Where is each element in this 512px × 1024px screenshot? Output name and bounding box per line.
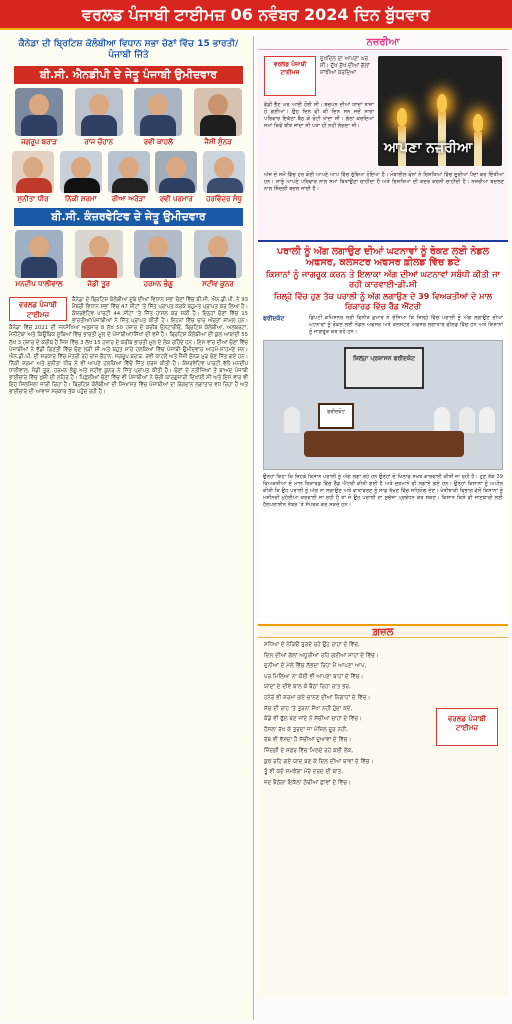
candidate-photo	[60, 151, 102, 193]
article-body	[4, 293, 253, 1013]
candidate-name: ਸਟੀਵ ਕੂਨਰ	[202, 280, 234, 288]
candidate-card	[189, 88, 247, 147]
publication-logo: ਵਰਲਡ ਪੰਜਾਬੀ ਟਾਈਮਜ਼	[264, 56, 316, 96]
candidate-name: ਹਰਮਨ ਭੰਗੂ	[143, 280, 173, 288]
ghazal-line: ਕੰਡੇ ਵੀ ਫੁੱਲ ਬਣ ਜਾਂਦੇ ਨੇ ਸੱਚੀਆਂ ਚਾਹਾਂ ਦੇ ਵਿੱਚ।	[264, 716, 362, 723]
candidate-photo	[203, 151, 245, 193]
ghazal-line: ਯਾਦਾਂ ਦੇ ਦੀਵੇ ਬਾਲ ਕੇ ਬੈਠਾ ਰਿਹਾ ਰਾਤ ਭਰ,	[264, 684, 351, 691]
ghazal-title: ਗ਼ਜ਼ਲ	[258, 624, 508, 638]
candidate-photo	[15, 88, 63, 136]
candidate-name: ਜੈਸੀ ਸੁੰਨੜ	[204, 138, 232, 146]
ndp-row-1	[4, 88, 253, 151]
candidate-photo	[108, 151, 150, 193]
meeting-photo	[263, 340, 503, 470]
candidate-card	[129, 230, 187, 289]
candidate-card	[70, 230, 128, 289]
nazariya-text: ਵੱਡੀ ਭੈਣ ਘਰ ਆਈ ਹੋਈ ਸੀ। ਬਚਪਨ ਦੀਆਂ ਯਾਦਾਂ ਤਾਜ਼ਾ ਹੋ ਗਈਆਂ। ਉਹ ਦਿਨ ਵੀ ਕੀ ਦਿਨ ਸਨ ਜਦੋਂ ਸਾਰਾ ਪਰਿਵਾਰ ਇਕੱਠਾ ਬੈਠ ਕੇ ਰੋਟੀ ਖਾਂਦਾ ਸੀ। ਗੱਲਾਂ ਕਰਦਿਆਂ ਸਮਾਂ ਕਿਵੇਂ ਬੀਤ ਜਾਂਦਾ ਸੀ ਪਤਾ ਹੀ ਨਹੀਂ ਲੱਗਦਾ ਸੀ।	[264, 102, 374, 129]
candidate-photo	[75, 230, 123, 278]
masthead-title: ਵਰਲਡ ਪੰਜਾਬੀ ਟਾਈਮਜ਼ 06 ਨਵੰਬਰ 2024 ਦਿਨ ਬੁੱਧਵਾਰ	[0, 0, 512, 30]
candidate-card	[201, 151, 247, 204]
candidate-photo	[134, 230, 182, 278]
candidate-card	[58, 151, 104, 204]
lead-text: ਡਿਪਟੀ ਕਮਿਸ਼ਨਰ ਸ੍ਰੀ ਵਿਨੀਤ ਕੁਮਾਰ ਨੇ ਦੱਸਿਆ ਕਿ ਜ਼ਿਲ੍ਹੇ ਵਿੱਚ ਪਰਾਲੀ ਨੂੰ ਅੱਗ ਲਗਾਉਣ ਦੀਆਂ ਘਟਨਾਵਾਂ ਨੂੰ ਰੋਕਣ ਲਈ ਨੋਡਲ ਅਫਸਰ ਅਤੇ ਕਲਸਟਰ ਅਫਸਰ ਲਗਾਤਾਰ ਫੀਲਡ ਵਿੱਚ ਹਨ ਅਤੇ ਕਿਸਾਨਾਂ ਨੂੰ ਜਾਗਰੂਕ ਕਰ ਰਹੇ ਹਨ।	[309, 315, 503, 335]
cons-row	[4, 230, 253, 293]
candidate-name: ਮਨਦੀਪ ਧਾਲੀਵਾਲ	[15, 280, 63, 288]
image-caption: ਆਪਣਾ ਨਜ਼ਰੀਆ	[384, 140, 473, 156]
candidate-photo	[155, 151, 197, 193]
right-column	[258, 36, 508, 1020]
candidate-name: ਹਰਵਿੰਦਰ ਸੰਧੂ	[206, 195, 242, 203]
candidate-card	[129, 88, 187, 147]
dateline: ਫਰੀਦਕੋਟ	[263, 315, 285, 322]
publication-logo: ਵਰਲਡ ਪੰਜਾਬੀ ਟਾਈਮਜ਼	[9, 297, 67, 321]
candidate-name: ਰਾਜ ਚੌਹਾਨ	[84, 138, 114, 146]
left-column	[4, 36, 254, 1020]
ndp-row-2	[4, 151, 253, 208]
ndp-banner: ਬੀ.ਸੀ. ਐਨਡੀਪੀ ਦੇ ਜੇਤੂ ਪੰਜਾਬੀ ਉਮੀਦਵਾਰ	[14, 66, 243, 84]
ghazal-line: ਹੌਸਲਾ ਰੱਖ ਕੇ ਤੁਰਦਾ ਜਾ ਮੰਜ਼ਿਲ ਦੂਰ ਨਹੀਂ,	[264, 726, 348, 733]
meeting-banner: ਜ਼ਿਲ੍ਹਾ ਪ੍ਰਸ਼ਾਸਨ ਫਰੀਦਕੋਟ	[344, 347, 424, 389]
article-text: ਕੈਨੇਡਾ ਦੇ ਬ੍ਰਿਟਿਸ਼ ਕੋਲੰਬੀਆ ਸੂਬੇ ਦੀਆਂ ਵਿਧਾਨ ਸਭਾ ਚੋਣਾਂ ਵਿੱਚ ਬੀ.ਸੀ. ਐਨ.ਡੀ.ਪੀ. ਨੇ 93 ਮੈਂਬਰੀ ਵਿਧਾਨ ਸਭਾ ਵਿੱਚ 47 ਸੀਟਾਂ 'ਤੇ ਜਿੱਤ ਪ੍ਰਾਪਤ ਕਰਕੇ ਬਹੁਮਤ ਪ੍ਰਾਪਤ ਕਰ ਲਿਆ ਹੈ। ਕੰਜ਼ਰਵੇਟਿਵ ਪਾਰਟੀ 44 ਸੀਟਾਂ 'ਤੇ ਜਿੱਤ ਹਾਸਲ ਕਰ ਸਕੀ ਹੈ। ਇਨ੍ਹਾਂ ਚੋਣਾਂ ਵਿੱਚ 15 ਭਾਰਤੀਆਂ/ਪੰਜਾਬੀਆਂ ਨੇ ਜਿੱਤ ਪ੍ਰਾਪਤ ਕੀਤੀ ਹੈ। ਇਹਨਾਂ ਵਿੱਚ ਚਾਰ ਔਰਤਾਂ ਸ਼ਾਮਲ ਹਨ। ਕੈਨੇਡਾ ਵਿੱਚ 2021 ਦੀ ਜਨਸੰਖਿਆ ਅਨੁਸਾਰ 8 ਲੱਖ 50 ਹਜ਼ਾਰ ਦੇ ਕਰੀਬ ਓਨਟਾਰੀਓ, ਬ੍ਰਿਟਿਸ਼ ਕੋਲੰਬੀਆ, ਅਲਬਰਟਾ, ਮੈਨੀਟੋਬਾ ਅਤੇ ਕਿਊਬਿਕ ਸੂਬਿਆਂ ਵਿੱਚ ਭਾਰਤੀ ਮੂਲ ਦੇ ਪੰਜਾਬੀਆਂ/ਸਿੱਖਾਂ ਦੀ ਵਸੋਂ ਹੈ। ਬ੍ਰਿਟਿਸ਼ ਕੋਲੰਬੀਆ ਦੀ ਕੁਲ ਆਬਾਦੀ 55 ਲੱਖ 3 ਹਜ਼ਾਰ ਦੇ ਕਰੀਬ ਹੈ ਜਿਸ ਵਿੱਚ 3 ਲੱਖ 15 ਹਜ਼ਾਰ ਦੇ ਕਰੀਬ ਭਾਰਤੀ ਮੂਲ ਦੇ ਲੋਕ ਰਹਿੰਦੇ ਹਨ। ਇਸ ਵਾਰ ਦੀਆਂ ਚੋਣਾਂ ਵਿੱਚ ਪੰਜਾਬੀਆਂ ਨੇ ਵੱਡੀ ਗਿਣਤੀ ਵਿੱਚ ਚੋਣ ਲੜੀ ਸੀ ਅਤੇ ਬਹੁਤ ਸਾਰੇ ਹਲਕਿਆਂ ਵਿੱਚ ਪੰਜਾਬੀ ਉਮੀਦਵਾਰ ਆਹਮੋ-ਸਾਹਮਣੇ ਸਨ। ਐਨ.ਡੀ.ਪੀ. ਦੀ ਸਰਕਾਰ ਵਿੱਚ ਮੰਤਰੀ ਰਹੇ ਰਾਜ ਚੌਹਾਨ, ਜਗਰੂਪ ਬਰਾੜ, ਰਵੀ ਕਾਹਲੋਂ ਅਤੇ ਜੈਸੀ ਸੁੰਨੜ ਮੁੜ ਚੋਣ ਜਿੱਤ ਗਏ ਹਨ। ਨਿੱਕੀ ਸ਼ਰਮਾ ਅਤੇ ਸੁਨੀਤਾ ਧੀਰ ਨੇ ਵੀ ਆਪਣੇ ਹਲਕਿਆਂ ਵਿੱਚੋਂ ਜਿੱਤ ਦਰਜ ਕੀਤੀ ਹੈ। ਕੰਜ਼ਰਵੇਟਿਵ ਪਾਰਟੀ ਵੱਲੋਂ ਮਨਦੀਪ ਧਾਲੀਵਾਲ, ਜੋਡੀ ਤੂਰ, ਹਰਮਨ ਭੰਗੂ ਅਤੇ ਸਟੀਵ ਕੂਨਰ ਨੇ ਜਿੱਤ ਪ੍ਰਾਪਤ ਕੀਤੀ ਹੈ। ਚੋਣਾਂ ਦੇ ਨਤੀਜਿਆਂ ਤੋਂ ਬਾਅਦ ਪੰਜਾਬੀ ਭਾਈਚਾਰੇ ਵਿੱਚ ਖੁਸ਼ੀ ਦੀ ਲਹਿਰ ਹੈ। ਪਿਛਲੀਆਂ ਚੋਣਾਂ ਵਿੱਚ ਵੀ ਪੰਜਾਬੀਆਂ ਨੇ ਚੰਗੀ ਕਾਰਗੁਜ਼ਾਰੀ ਦਿਖਾਈ ਸੀ ਅਤੇ ਇਸ ਵਾਰ ਵੀ ਇਹ ਸਿਲਸਿਲਾ ਜਾਰੀ ਰਿਹਾ ਹੈ। ਬ੍ਰਿਟਿਸ਼ ਕੋਲੰਬੀਆ ਦੀ ਸਿਆਸਤ ਵਿੱਚ ਪੰਜਾਬੀਆਂ ਦਾ ਯੋਗਦਾਨ ਲਗਾਤਾਰ ਵਧ ਰਿਹਾ ਹੈ ਅਤੇ ਭਾਈਚਾਰੇ ਦੀ ਆਵਾਜ਼ ਸਰਕਾਰ ਤੱਕ ਪਹੁੰਚ ਰਹੀ ਹੈ।	[9, 297, 248, 396]
ghazal-section	[258, 638, 508, 998]
candidate-card	[10, 88, 68, 147]
nazariya-text-2: ਅੱਜ ਦੇ ਸਮੇਂ ਵਿੱਚ ਹਰ ਕੋਈ ਆਪਣੇ ਆਪ ਵਿੱਚ ਰੁੱਝਿਆ ਹੋਇਆ ਹੈ। ਮੋਬਾਈਲ ਫੋਨਾਂ ਨੇ ਰਿਸ਼ਤਿਆਂ ਵਿੱਚ ਦੂਰੀਆਂ ਪੈਦਾ ਕਰ ਦਿੱਤੀਆਂ ਹਨ। ਸਾਨੂੰ ਆਪਣੇ ਪਰਿਵਾਰ ਨਾਲ ਸਮਾਂ ਬਿਤਾਉਣਾ ਚਾਹੀਦਾ ਹੈ ਅਤੇ ਰਿਸ਼ਤਿਆਂ ਦੀ ਕਦਰ ਕਰਨੀ ਚਾਹੀਦੀ ਹੈ। ਨਜ਼ਰੀਆ ਬਦਲਣ ਨਾਲ ਜ਼ਿੰਦਗੀ ਬਦਲ ਜਾਂਦੀ ਹੈ।	[264, 172, 504, 192]
candidate-name: ਰਵੀ ਪਰਮਾਰ	[159, 195, 193, 203]
ghazal-line: ਸੱਚ ਦੀ ਰਾਹ 'ਤੇ ਤੁਰਨਾ ਸੌਖਾ ਨਹੀਂ ਹੁੰਦਾ ਕਦੇ,	[264, 705, 353, 712]
ghazal-line: ਦਿਲ ਦੀਆਂ ਗੱਲਾਂ ਅਧੂਰੀਆਂ ਰਹਿ ਗਈਆਂ ਸਾਹਾਂ ਦੇ ਵਿੱਚ।	[264, 652, 379, 659]
headline: ਕੈਨੇਡਾ ਦੀ ਬ੍ਰਿਟਿਸ਼ ਕੋਲੰਬੀਆ ਵਿਧਾਨ ਸਭਾ ਚੋਣਾਂ ਵਿੱਚ 15 ਭਾਰਤੀ/ਪੰਜਾਬੀ ਜਿੱਤੇ	[18, 39, 239, 60]
article-subheadline: ਕਿਸਾਨਾਂ ਨੂੰ ਜਾਗਰੂਕ ਕਰਨ ਤੇ ਇਲਾਕਾ ਅੱਗ ਦੀਆਂ ਘਟਨਾਵਾਂ ਸਬੰਧੀ ਕੀਤੀ ਜਾ ਰਹੀ ਕਾਰਵਾਈ-ਡੀ.ਸੀ	[265, 270, 501, 290]
ghazal-line: ਕੁਝ ਰਹਿ ਗਏ ਯਾਦ ਬਣ ਕੇ ਦਿਲ ਦੀਆਂ ਥਾਵਾਂ ਦੇ ਵਿੱਚ।	[264, 758, 374, 765]
candidate-card	[106, 151, 152, 204]
publication-logo: ਵਰਲਡ ਪੰਜਾਬੀ ਟਾਈਮਜ਼	[436, 708, 498, 746]
ghazal-line: ਤੂੰ ਵੀ ਕਦੇ ਸਮਝੇਂਗਾ ਮੇਰੇ ਦਰਦ ਦੀ ਬਾਤ,	[264, 769, 344, 776]
candidate-name: ਜਗਰੂਪ ਬਰਾੜ	[20, 138, 58, 146]
stubble-article	[258, 240, 508, 622]
candidate-name: ਰਵੀ ਕਾਹਲੋਂ	[143, 138, 173, 146]
ghazal-line: ਜ਼ਿੰਦਗੀ ਦੇ ਸਫ਼ਰ ਵਿੱਚ ਮਿਲਦੇ ਰਹੇ ਕਈ ਲੋਕ,	[264, 747, 354, 754]
candidate-photo	[194, 230, 242, 278]
nazariya-title: ਨਜ਼ਰੀਆ	[258, 36, 508, 50]
candidate-photo	[194, 88, 242, 136]
candidate-photo	[12, 151, 54, 193]
candidate-photo	[75, 88, 123, 136]
candle-image	[378, 56, 502, 166]
article-body: ਉਨ੍ਹਾਂ ਕਿਹਾ ਕਿ ਜਿਹੜੇ ਕਿਸਾਨ ਪਰਾਲੀ ਨੂੰ ਅੱਗ ਲਗਾ ਰਹੇ ਹਨ ਉਨ੍ਹਾਂ ਦੇ ਖਿਲਾਫ ਸਖ਼ਤ ਕਾਰਵਾਈ ਕੀਤੀ ਜਾ ਰਹੀ ਹੈ। ਹੁਣ ਤੱਕ 39 ਵਿਅਕਤੀਆਂ ਦੇ ਮਾਲ ਰਿਕਾਰਡ ਵਿੱਚ ਰੈੱਡ ਐਂਟਰੀ ਕੀਤੀ ਗਈ ਹੈ ਅਤੇ ਜੁਰਮਾਨੇ ਵੀ ਲਗਾਏ ਗਏ ਹਨ। ਉਨ੍ਹਾਂ ਕਿਸਾਨਾਂ ਨੂੰ ਅਪੀਲ ਕੀਤੀ ਕਿ ਉਹ ਪਰਾਲੀ ਨੂੰ ਅੱਗ ਨਾ ਲਗਾਉਣ ਅਤੇ ਵਾਤਾਵਰਣ ਨੂੰ ਸਾਫ਼ ਰੱਖਣ ਵਿੱਚ ਸਹਿਯੋਗ ਦੇਣ। ਖੇਤੀਬਾੜੀ ਵਿਭਾਗ ਵੱਲੋਂ ਕਿਸਾਨਾਂ ਨੂੰ ਮਸ਼ੀਨਰੀ ਮੁਹੱਈਆ ਕਰਵਾਈ ਜਾ ਰਹੀ ਹੈ ਤਾਂ ਜੋ ਉਹ ਪਰਾਲੀ ਦਾ ਸੁਚੱਜਾ ਪ੍ਰਬੰਧਨ ਕਰ ਸਕਣ। ਕਿਸਾਨ ਕਿਸੇ ਵੀ ਜਾਣਕਾਰੀ ਲਈ ਹੈਲਪਲਾਈਨ ਨੰਬਰ 'ਤੇ ਸੰਪਰਕ ਕਰ ਸਕਦੇ ਹਨ।	[263, 474, 503, 508]
candidate-card	[153, 151, 199, 204]
dateline-row	[263, 315, 503, 336]
candidate-photo	[134, 88, 182, 136]
cons-banner: ਬੀ.ਸੀ. ਕੰਜ਼ਰਵੇਟਿਵ ਦੇ ਜੇਤੂ ਉਮੀਦਵਾਰ	[14, 208, 243, 226]
article-subheadline-2: ਜ਼ਿਲ੍ਹੇ ਵਿੱਚ ਹੁਣ ਤੱਕ ਪਰਾਲੀ ਨੂੰ ਅੱਗ ਲਗਾਉਣ ਦੇ 39 ਵਿਅਕਤੀਆਂ ਦੇ ਮਾਲ ਰਿਕਾਰਡ ਵਿੱਚ ਰੈੱਡ ਐਂਟਰੀ	[273, 292, 493, 311]
candidate-name: ਨਿੱਕੀ ਸ਼ਰਮਾ	[64, 195, 97, 203]
candidate-card	[10, 230, 68, 289]
article-headline: ਪਰਾਲੀ ਨੂੰ ਅੱਗ ਲਗਾਉਣ ਦੀਆਂ ਘਟਨਾਵਾਂ ਨੂੰ ਰੋਕਣ ਲਈ ਨੋਡਲ ਅਫਸਰ, ਕਲਸਟਰ ਅਫਸਰ ਫ਼ੀਲਡ ਵਿੱਚ ਡਟੇ	[276, 246, 489, 268]
ghazal-line: ਪਰ ਮਿਲਿਆ ਨਾ ਕੋਈ ਵੀ ਆਪਣਾ ਬਾਹਾਂ ਦੇ ਵਿੱਚ।	[264, 673, 364, 680]
nazariya-intro: ਦੁਖਦਿਲ ਦਾ ਆਪਣਾ ਘਰ ਸੀ। ਦੁੱਖ ਸੁੱਖ ਦੀਆਂ ਗੱਲਾਂ ਸਾਂਝੀਆਂ ਕਰਦਿਆਂ	[320, 56, 370, 76]
candidate-name: ਸੁਨੀਤਾ ਧੀਰ	[17, 195, 49, 203]
ghazal-line: ਸਧਿਆਂ ਦੇ ਨੇੜਿਓਂ ਤੁਰਦੇ ਰਹੇ ਉਹ ਰਾਹਾਂ ਦੇ ਵਿੱਚ,	[264, 642, 360, 648]
candidate-card	[70, 88, 128, 147]
ghazal-line: ਰੱਬ ਵੀ ਵੱਸਦਾ ਹੈ ਸੱਚੀਆਂ ਦੁਆਵਾਂ ਦੇ ਵਿੱਚ।	[264, 737, 352, 744]
meeting-frame: ਫਰੀਦਕੋਟ	[318, 403, 354, 429]
ghazal-line: ਜਦ ਬੈਠੇਂਗਾ ਇਕੱਲਾ ਠੰਢੀਆਂ ਛਾਵਾਂ ਦੇ ਵਿੱਚ।	[264, 779, 351, 786]
nazariya-section	[258, 50, 508, 240]
candidate-photo	[15, 230, 63, 278]
candidate-card	[10, 151, 56, 204]
ghazal-line: ਹਨੇਰੇ ਵੀ ਸ਼ਰਮਾ ਗਏ ਚਾਨਣ ਦੀਆਂ ਨਿਗਾਹਾਂ ਦੇ ਵਿੱਚ।	[264, 694, 371, 701]
candidate-card	[189, 230, 247, 289]
ghazal-line: ਦੁਨੀਆਂ ਦੇ ਮੇਲੇ ਵਿੱਚ ਲੱਭਦਾ ਰਿਹਾ ਮੈਂ ਆਪਣਾ ਆਪ,	[264, 663, 367, 670]
candidate-name: ਰੀਆ ਅਰੋੜਾ	[111, 195, 146, 203]
candidate-name: ਜੋਡੀ ਤੂਰ	[87, 280, 110, 288]
